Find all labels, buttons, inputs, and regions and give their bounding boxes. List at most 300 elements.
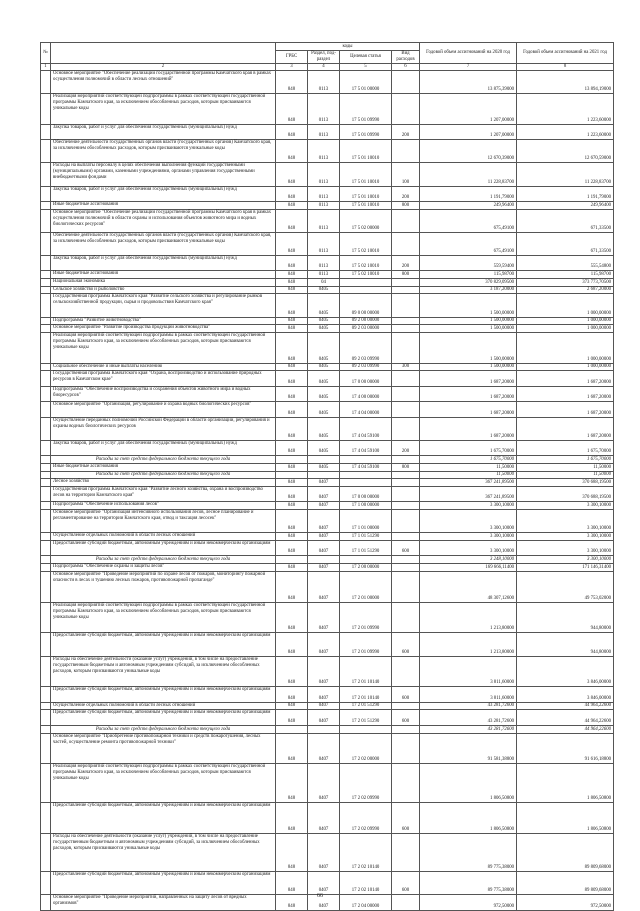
row-grbs-cell: 848 <box>276 833 308 872</box>
row-2020-cell: 3 187,20000 <box>420 286 517 294</box>
row-2021-cell: 1 687,20000 <box>517 386 614 401</box>
row-grbs-cell: 848 <box>276 325 308 333</box>
row-razdel-cell: 0405 <box>308 325 340 333</box>
row-grbs-cell: 848 <box>276 440 308 455</box>
row-number-cell <box>41 286 51 294</box>
row-name-cell: Основное мероприятие "Организация, регулирование и охрана водных биологических ресурсов" <box>51 402 276 417</box>
row-name-cell: Предоставление субсидий бюджетным, автономным учреждениям и иным некоммерческим организациям <box>51 872 276 895</box>
column-numbers-row <box>41 64 614 71</box>
row-csr-cell: 17 2 02 10140 <box>340 833 392 872</box>
row-vr-cell <box>392 371 420 386</box>
row-2021-cell: 555,54800 <box>517 255 614 270</box>
row-csr-cell <box>340 279 392 287</box>
table-row <box>41 872 614 895</box>
row-number-cell <box>41 271 51 279</box>
row-name-cell: Расходы за счет средств федерального бюджета текущего года <box>51 471 276 479</box>
row-razdel-cell: 0113 <box>308 209 340 232</box>
row-2021-cell: 1 675,70000 <box>517 456 614 464</box>
row-razdel-cell: 04 <box>308 279 340 287</box>
table-row <box>41 656 614 687</box>
row-name-cell: Реализация мероприятий соответствующей подпрограммы в рамках соответствующей государственной программы Камчатского края, за исключением обособленных расходов, которым присваиваются уникальные коды <box>51 764 276 803</box>
header-grbs: ГРБС <box>276 51 308 64</box>
row-number-cell <box>41 502 51 510</box>
table-row <box>41 479 614 487</box>
row-grbs-cell: 848 <box>276 71 308 94</box>
row-razdel-cell: 0405 <box>308 440 340 455</box>
row-razdel-cell <box>308 456 340 464</box>
row-vr-cell: 100 <box>392 163 420 186</box>
table-row <box>41 456 614 464</box>
row-vr-cell: 300 <box>392 363 420 371</box>
row-vr-cell <box>392 571 420 602</box>
row-grbs-cell: 848 <box>276 510 308 533</box>
row-csr-cell: 17 2 02 09990 <box>340 802 392 833</box>
row-razdel-cell: 0113 <box>308 140 340 163</box>
table-row <box>41 124 614 139</box>
row-number-cell <box>41 602 51 633</box>
row-razdel-cell: 0407 <box>308 533 340 541</box>
row-csr-cell <box>340 286 392 294</box>
table-row <box>41 271 614 279</box>
row-csr-cell: 17 2 01 51290 <box>340 710 392 725</box>
row-razdel-cell: 0405 <box>308 294 340 317</box>
row-grbs-cell: 848 <box>276 733 308 764</box>
row-vr-cell: 600 <box>392 802 420 833</box>
row-vr-cell <box>392 502 420 510</box>
row-csr-cell: 17 5 01 10010 <box>340 140 392 163</box>
row-name-cell: Национальная экономика <box>51 279 276 287</box>
row-vr-cell <box>392 733 420 764</box>
row-csr-cell: 17 5 01 10010 <box>340 186 392 201</box>
row-number-cell <box>41 479 51 487</box>
row-2020-cell: 43 281,72600 <box>420 702 517 710</box>
row-name-cell: Реализация мероприятий соответствующей подпрограммы в рамках соответствующей государственной программы Камчатского края, за исключением обособленных расходов, которым присваиваются уникальные коды <box>51 94 276 125</box>
row-2020-cell: 1 500,00000 <box>420 317 517 325</box>
row-2021-cell: 1 675,70000 <box>517 440 614 455</box>
row-number-cell <box>41 255 51 270</box>
row-grbs-cell: 848 <box>276 710 308 725</box>
row-2020-cell: 3 300,10000 <box>420 533 517 541</box>
header-codes: коды <box>276 43 420 51</box>
row-name-cell: Обеспечение деятельности государственных органов власти (государственных органов) Камчатского края, за исключением обособленных расходов, которым присваиваются уникальные коды <box>51 232 276 255</box>
row-2021-cell: 44 964,22600 <box>517 710 614 725</box>
row-name-cell: Лесное хозяйство <box>51 479 276 487</box>
row-name-cell: Реализация мероприятий соответствующей подпрограммы в рамках соответствующей государственной программы Камчатского края, за исключением обособленных расходов, которым присваиваются уникальные коды <box>51 602 276 633</box>
row-razdel-cell: 0405 <box>308 363 340 371</box>
row-vr-cell <box>392 602 420 633</box>
row-grbs-cell: 848 <box>276 186 308 201</box>
row-csr-cell: 17 2 02 09990 <box>340 764 392 803</box>
row-grbs-cell: 848 <box>276 764 308 803</box>
row-grbs-cell: 848 <box>276 687 308 702</box>
row-grbs-cell: 848 <box>276 332 308 363</box>
row-csr-cell: 17 5 02 00000 <box>340 209 392 232</box>
table-row <box>41 294 614 317</box>
row-razdel-cell: 0113 <box>308 201 340 209</box>
row-razdel-cell: 0407 <box>308 833 340 872</box>
row-number-cell <box>41 209 51 232</box>
row-2020-cell: 370 829,09500 <box>420 279 517 287</box>
table-row <box>41 140 614 163</box>
row-2020-cell: 1 806,50800 <box>420 802 517 833</box>
row-2020-cell: 1 675,70000 <box>420 440 517 455</box>
row-2021-cell: 1 223,60000 <box>517 94 614 125</box>
table-row <box>41 687 614 702</box>
row-vr-cell <box>392 456 420 464</box>
row-razdel-cell: 0405 <box>308 371 340 386</box>
row-csr-cell <box>340 725 392 733</box>
row-razdel-cell: 0405 <box>308 463 340 471</box>
row-number-cell <box>41 402 51 417</box>
table-row <box>41 487 614 502</box>
row-vr-cell: 600 <box>392 540 420 555</box>
row-csr-cell: 17 5 01 00000 <box>340 71 392 94</box>
row-number-cell <box>41 764 51 803</box>
row-razdel-cell: 0407 <box>308 602 340 633</box>
page-number: 66 <box>317 893 323 899</box>
table-row <box>41 186 614 201</box>
colnum: 7 <box>420 64 517 71</box>
row-grbs-cell: 848 <box>276 271 308 279</box>
row-2021-cell: 3 300,10000 <box>517 533 614 541</box>
row-csr-cell: 17 2 01 09990 <box>340 633 392 656</box>
row-grbs-cell: 848 <box>276 94 308 125</box>
row-grbs-cell: 848 <box>276 201 308 209</box>
row-number-cell <box>41 417 51 440</box>
row-name-cell: Расходы за счет средств федерального бюджета текущего года <box>51 556 276 564</box>
table-row <box>41 556 614 564</box>
row-razdel-cell: 0113 <box>308 71 340 94</box>
row-vr-cell <box>392 209 420 232</box>
row-2021-cell: 3 846,00000 <box>517 656 614 687</box>
row-name-cell: Осуществление переданных полномочий Российской Федерации в области организации, регулирования и охраны водных биологических ресурсов <box>51 417 276 440</box>
row-vr-cell: 600 <box>392 633 420 656</box>
row-number-cell <box>41 687 51 702</box>
row-csr-cell <box>340 479 392 487</box>
table-row <box>41 733 614 764</box>
row-name-cell: Осуществление отдельных полномочий в области лесных отношений <box>51 702 276 710</box>
row-2021-cell: 91 616,18800 <box>517 733 614 764</box>
row-2020-cell: 1 687,20000 <box>420 386 517 401</box>
row-2020-cell: 11,50000 <box>420 471 517 479</box>
row-number-cell <box>41 386 51 401</box>
row-number-cell <box>41 710 51 725</box>
row-number-cell <box>41 833 51 872</box>
row-grbs-cell: 848 <box>276 124 308 139</box>
row-name-cell: Государственная программа Камчатского края "Развитие лесного хозяйства, охрана и воспроизводство лесов на территории Камчатского края" <box>51 487 276 502</box>
row-csr-cell: 17 2 04 00000 <box>340 895 392 910</box>
row-number-cell <box>41 872 51 895</box>
row-vr-cell <box>392 702 420 710</box>
colnum: 6 <box>392 64 420 71</box>
row-2020-cell: 3 300,10000 <box>420 502 517 510</box>
row-vr-cell: 800 <box>392 463 420 471</box>
row-2020-cell: 1 500,00000 <box>420 332 517 363</box>
row-vr-cell: 600 <box>392 710 420 725</box>
row-2021-cell: 89 809,68000 <box>517 833 614 872</box>
row-vr-cell <box>392 764 420 803</box>
row-csr-cell: 17 2 01 10140 <box>340 656 392 687</box>
row-vr-cell <box>392 564 420 572</box>
row-2020-cell: 1 500,00000 <box>420 325 517 333</box>
row-2021-cell: 671,33500 <box>517 209 614 232</box>
row-number-cell <box>41 656 51 687</box>
row-2020-cell: 43 281,72600 <box>420 710 517 725</box>
row-2020-cell: 1 687,20000 <box>420 371 517 386</box>
row-2020-cell: 1 207,00000 <box>420 124 517 139</box>
row-csr-cell: 17 4 00 00000 <box>340 386 392 401</box>
row-2020-cell: 559,59400 <box>420 255 517 270</box>
colnum: 3 <box>276 64 308 71</box>
row-csr-cell: 17 5 01 10010 <box>340 163 392 186</box>
row-name-cell: Подпрограмма "Обеспечение охраны и защиты лесов" <box>51 564 276 572</box>
row-csr-cell: 09 2 03 09990 <box>340 332 392 363</box>
table-row <box>41 702 614 710</box>
row-grbs-cell: 848 <box>276 371 308 386</box>
row-name-cell: Реализация мероприятий соответствующей подпрограммы в рамках соответствующей государственной программы Камчатского края, за исключением обособленных расходов, которым присваиваются уникальные коды <box>51 332 276 363</box>
row-vr-cell: 200 <box>392 255 420 270</box>
row-razdel-cell: 0407 <box>308 564 340 572</box>
row-razdel-cell: 0407 <box>308 479 340 487</box>
row-2021-cell: 1 000,00000 <box>517 317 614 325</box>
row-2020-cell: 1 675,70000 <box>420 456 517 464</box>
row-2021-cell: 11 228,83700 <box>517 163 614 186</box>
row-csr-cell: 09 2 00 00000 <box>340 317 392 325</box>
row-razdel-cell: 0113 <box>308 186 340 201</box>
row-2020-cell: 1 500,00000 <box>420 294 517 317</box>
row-grbs-cell: 848 <box>276 255 308 270</box>
table-row <box>41 286 614 294</box>
row-number-cell <box>41 325 51 333</box>
row-grbs-cell: 848 <box>276 279 308 287</box>
row-2021-cell: 373 773,70500 <box>517 279 614 287</box>
row-2021-cell: 1 687,20000 <box>517 402 614 417</box>
row-vr-cell: 800 <box>392 201 420 209</box>
row-grbs-cell <box>276 456 308 464</box>
row-csr-cell: 17 2 01 51290 <box>340 702 392 710</box>
row-razdel-cell: 0407 <box>308 571 340 602</box>
row-number-cell <box>41 71 51 94</box>
row-name-cell: Сельское хозяйство и рыболовство <box>51 286 276 294</box>
row-2021-cell: 370 688,19500 <box>517 479 614 487</box>
row-csr-cell: 17 1 00 00000 <box>340 502 392 510</box>
row-2020-cell: 11 228,83700 <box>420 163 517 186</box>
budget-table <box>40 42 614 911</box>
table-row <box>41 94 614 125</box>
row-2021-cell: 3 300,10000 <box>517 540 614 555</box>
table-row <box>41 533 614 541</box>
row-vr-cell <box>392 325 420 333</box>
row-name-cell: Обеспечение деятельности государственных органов власти (государственных органов) Камчатского края, за исключением обособленных расходов, которым присваиваются уникальные коды <box>51 140 276 163</box>
row-name-cell: Основное мероприятие "Приобретение противопожарной техники и средств пожаротушения, лесных частей, осуществление ремонта противопожарной техники" <box>51 733 276 764</box>
header-csr: Целевая статья <box>340 51 392 64</box>
header-name <box>51 43 276 64</box>
table-row <box>41 471 614 479</box>
row-csr-cell <box>340 456 392 464</box>
row-name-cell: Закупка товаров, работ и услуг для обеспечения государственных (муниципальных) нужд <box>51 255 276 270</box>
row-number-cell <box>41 456 51 464</box>
table-row <box>41 571 614 602</box>
row-razdel-cell: 0407 <box>308 802 340 833</box>
row-razdel-cell: 0113 <box>308 232 340 255</box>
row-razdel-cell: 0113 <box>308 124 340 139</box>
row-2020-cell: 11,50000 <box>420 463 517 471</box>
row-2021-cell: 1 806,50800 <box>517 764 614 803</box>
row-number-cell <box>41 440 51 455</box>
row-razdel-cell: 0405 <box>308 332 340 363</box>
row-csr-cell: 17 4 04 59100 <box>340 440 392 455</box>
row-razdel-cell <box>308 725 340 733</box>
header-2020: Годовой объем ассигнований на 2020 год <box>420 43 517 64</box>
row-csr-cell: 17 0 00 00000 <box>340 487 392 502</box>
row-razdel-cell: 0407 <box>308 710 340 725</box>
row-razdel-cell: 0113 <box>308 94 340 125</box>
table-row <box>41 163 614 186</box>
row-name-cell: Основное мероприятие "Развитие производства продукции животноводства" <box>51 325 276 333</box>
row-number-cell <box>41 733 51 764</box>
row-name-cell: Подпрограмма "Развитие животноводства" <box>51 317 276 325</box>
row-razdel-cell: 0407 <box>308 656 340 687</box>
row-csr-cell: 09 2 03 09990 <box>340 363 392 371</box>
row-name-cell: Расходы за счет средств федерального бюджета текущего года <box>51 456 276 464</box>
row-number-cell <box>41 232 51 255</box>
row-grbs-cell: 848 <box>276 317 308 325</box>
row-name-cell: Основное мероприятие "Обеспечение реализации государственной программы Камчатского края в рамках осуществления полномочий в области лесных отношений" <box>51 71 276 94</box>
row-2021-cell: 49 753,02000 <box>517 571 614 602</box>
row-razdel-cell <box>308 471 340 479</box>
row-razdel-cell: 0407 <box>308 540 340 555</box>
row-vr-cell <box>392 71 420 94</box>
row-number-cell <box>41 279 51 287</box>
table-row <box>41 710 614 725</box>
row-razdel-cell: 0407 <box>308 764 340 803</box>
row-grbs-cell: 848 <box>276 140 308 163</box>
row-2021-cell: 1 191,79000 <box>517 186 614 201</box>
row-2021-cell: 1 687,20000 <box>517 371 614 386</box>
row-number-cell <box>41 140 51 163</box>
row-2020-cell: 367 241,89500 <box>420 487 517 502</box>
row-csr-cell <box>340 556 392 564</box>
row-number-cell <box>41 124 51 139</box>
row-name-cell: Основное мероприятие "Проведение мероприятий, направленных на защиту лесов от вредных организмов" <box>51 895 276 910</box>
table-row <box>41 325 614 333</box>
table-row <box>41 417 614 440</box>
row-number-cell <box>41 487 51 502</box>
row-csr-cell: 17 5 02 10010 <box>340 255 392 270</box>
row-grbs-cell: 848 <box>276 294 308 317</box>
row-number-cell <box>41 463 51 471</box>
table-row <box>41 386 614 401</box>
row-2021-cell: 1 687,20000 <box>517 417 614 440</box>
row-csr-cell: 09 2 03 00000 <box>340 325 392 333</box>
row-2020-cell: 91 581,38800 <box>420 733 517 764</box>
table-row <box>41 502 614 510</box>
row-vr-cell: 600 <box>392 872 420 895</box>
row-vr-cell <box>392 725 420 733</box>
row-vr-cell <box>392 487 420 502</box>
row-2020-cell: 3 300,10000 <box>420 540 517 555</box>
colnum: 5 <box>340 64 392 71</box>
row-razdel-cell: 0407 <box>308 502 340 510</box>
row-2021-cell: 944,80000 <box>517 633 614 656</box>
row-name-cell: Социальное обеспечение и иные выплаты населению <box>51 363 276 371</box>
row-vr-cell: 800 <box>392 271 420 279</box>
row-grbs-cell: 848 <box>276 487 308 502</box>
row-grbs-cell: 848 <box>276 209 308 232</box>
row-2021-cell: 1 806,50800 <box>517 802 614 833</box>
colnum: 4 <box>308 64 340 71</box>
row-vr-cell <box>392 332 420 363</box>
row-number-cell <box>41 564 51 572</box>
row-number-cell <box>41 540 51 555</box>
row-2021-cell: 3 846,00000 <box>517 687 614 702</box>
row-name-cell: Закупка товаров, работ и услуг для обеспечения государственных (муниципальных) нужд <box>51 186 276 201</box>
header-number: № <box>41 43 51 64</box>
row-csr-cell <box>340 471 392 479</box>
row-name-cell: Закупка товаров, работ и услуг для обеспечения государственных (муниципальных) нужд <box>51 124 276 139</box>
row-2020-cell: 89 775,38000 <box>420 872 517 895</box>
row-grbs-cell: 848 <box>276 702 308 710</box>
table-row <box>41 402 614 417</box>
row-number-cell <box>41 186 51 201</box>
row-razdel-cell: 0407 <box>308 895 340 910</box>
table-row <box>41 332 614 363</box>
table-row <box>41 540 614 555</box>
row-2021-cell: 944,80000 <box>517 602 614 633</box>
row-number-cell <box>41 725 51 733</box>
row-razdel-cell: 0405 <box>308 417 340 440</box>
row-name-cell: Расходы на обеспечение деятельности (оказание услуг) учреждений, в том числе на предоставление государственным бюджетным и автономным учреждениям субсидий, за исключением обособленных расходов, которым присваиваются уникальные коды <box>51 656 276 687</box>
row-vr-cell <box>392 232 420 255</box>
row-2020-cell: 1 213,80000 <box>420 633 517 656</box>
table-row <box>41 564 614 572</box>
row-name-cell: Предоставление субсидий бюджетным, автономным учреждениям и иным некоммерческим организациям <box>51 710 276 725</box>
row-razdel-cell: 0407 <box>308 487 340 502</box>
row-grbs-cell: 848 <box>276 363 308 371</box>
row-2021-cell: 1 000,00000 <box>517 363 614 371</box>
row-number-cell <box>41 317 51 325</box>
row-number-cell <box>41 802 51 833</box>
header-vr: Вид расходов <box>392 51 420 64</box>
row-csr-cell: 17 5 01 10010 <box>340 201 392 209</box>
row-vr-cell <box>392 533 420 541</box>
row-name-cell: Основное мероприятие "Проведение мероприятий по охране лесов от пожаров, мониторингу пожарной опасности в лесах и тушению лесных пожаров, противопожарной пропаганде" <box>51 571 276 602</box>
row-2020-cell: 367 241,89500 <box>420 479 517 487</box>
row-name-cell: Предоставление субсидий бюджетным, автономным учреждениям и иным некоммерческим организациям <box>51 540 276 555</box>
row-razdel-cell: 0407 <box>308 633 340 656</box>
table-row <box>41 317 614 325</box>
row-number-cell <box>41 371 51 386</box>
row-vr-cell <box>392 417 420 440</box>
row-2021-cell: 2 687,20000 <box>517 286 614 294</box>
row-name-cell: Государственная программа Камчатского края "Охрана, воспроизводство и использование природных ресурсов в Камчатском крае" <box>51 371 276 386</box>
row-grbs-cell: 848 <box>276 463 308 471</box>
row-csr-cell: 17 0 00 00000 <box>340 371 392 386</box>
table-row <box>41 440 614 455</box>
header-razdel: Раздел, под-раздел <box>308 51 340 64</box>
row-razdel-cell: 0113 <box>308 255 340 270</box>
row-razdel-cell: 0113 <box>308 271 340 279</box>
row-number-cell <box>41 163 51 186</box>
row-2020-cell: 115,98700 <box>420 271 517 279</box>
row-number-cell <box>41 294 51 317</box>
row-2020-cell: 89 775,38000 <box>420 833 517 872</box>
row-name-cell: Государственная программа Камчатского края "Развитие сельского хозяйства и регулирование рынков сельскохозяйственной продукции, сырья и продовольствия Камчатского края" <box>51 294 276 317</box>
row-vr-cell <box>392 386 420 401</box>
header-2021: Годовой объем ассигнований на 2021 год <box>517 43 614 64</box>
row-number-cell <box>41 633 51 656</box>
row-razdel-cell: 0405 <box>308 286 340 294</box>
